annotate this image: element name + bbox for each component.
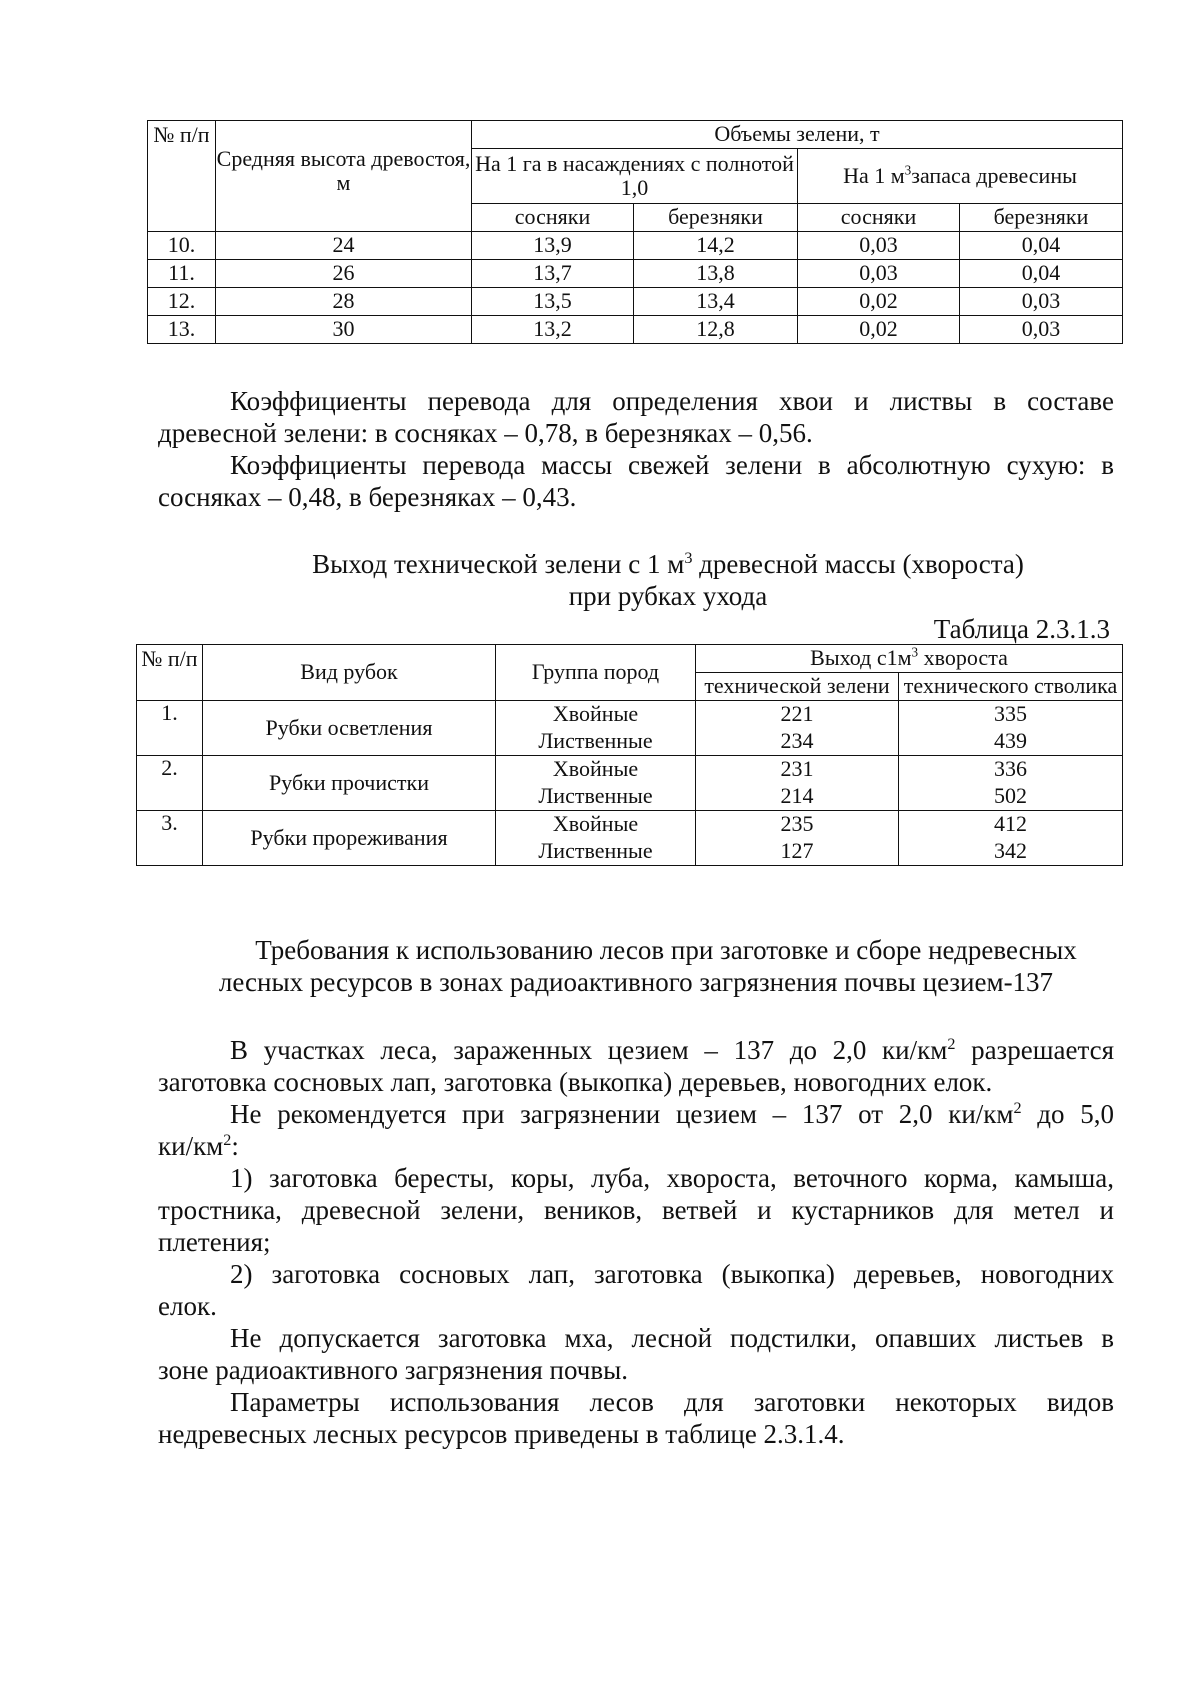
header-kind: Вид рубок — [203, 645, 496, 701]
cell: 11. — [148, 260, 216, 288]
cell: 0,02 — [798, 316, 960, 344]
cell: 13,4 — [634, 288, 798, 316]
cell: 12,8 — [634, 316, 798, 344]
cell: 336 — [899, 756, 1123, 784]
cell: 30 — [216, 316, 472, 344]
cell: 0,04 — [960, 232, 1123, 260]
radiation-requirements-text: В участках леса, зараженных цезием – 137 до 2,0 $ки/км^2$ разрешается заготовка сосновых лап, заготовка (выкопка) деревьев, новогодних елок. Не рекомендуется при загрязнении цезием – 137 от 2,0 $ки/км^2$ до 5,0 $ки/км^2$: 1) заготовка бересты, коры, луба, хвороста, веточного корма, камыша, тростника, древесной зелени, веников, ветвей и кустарников для метел и плетения; 2) заготовка сосновых лап, заготовка (выкопка) деревьев, новогодних елок. Не допускается заготовка мха, лесной подстилки, опавших листьев в зоне радиоактивного загрязнения почвы. Параметры использования лесов для заготовки некоторых видов недревесных лесных ресурсов приведены в таблице 2.3.1.4. — [158, 1035, 1115, 1449]
cell: 1. — [137, 701, 203, 756]
cell: Лиственные — [496, 838, 696, 866]
subheader-pine: сосняки — [472, 204, 634, 232]
cell: 214 — [696, 783, 899, 811]
header-group: Группа пород — [496, 645, 696, 701]
header-tech-green: технической зелени — [696, 673, 899, 701]
table-row — [137, 701, 1123, 729]
cell: 13,9 — [472, 232, 634, 260]
cell: Рубки осветления — [203, 701, 496, 756]
section-heading-radiation: Требования к использованию лесов при заготовке и сборе недревесных лесных ресурсов в зонах радиоактивного загрязнения почвы цезием-137 — [218, 935, 1077, 997]
header-per-ha: На 1 га в насаждениях с полнотой 1,0 — [472, 149, 798, 204]
header-height: Средняя высота древостоя, м — [216, 121, 472, 232]
cell: 0,03 — [798, 260, 960, 288]
cell: Хвойные — [496, 811, 696, 839]
subheader-birch: березняки — [634, 204, 798, 232]
subheader-pine: сосняки — [798, 204, 960, 232]
table-row — [148, 260, 1123, 288]
cell: 0,04 — [960, 260, 1123, 288]
table-row — [137, 756, 1123, 784]
cell: 12. — [148, 288, 216, 316]
cell: Рубки прочистки — [203, 756, 496, 811]
cell: 335 — [899, 701, 1123, 729]
cell: Лиственные — [496, 783, 696, 811]
header-volumes: Объемы зелени, т — [472, 121, 1123, 149]
table-row — [137, 811, 1123, 839]
table-row — [148, 288, 1123, 316]
cell: 3. — [137, 811, 203, 866]
cell: 502 — [899, 783, 1123, 811]
table-row — [148, 232, 1123, 260]
cell: 0,03 — [960, 316, 1123, 344]
cell: 231 — [696, 756, 899, 784]
cell: 412 — [899, 811, 1123, 839]
header-num: № п/п — [137, 645, 203, 701]
section-heading-yield: Выход технической зелени с 1 $м^3$ древесной массы (хвороста) при рубках ухода — [312, 549, 1024, 611]
subheader-birch: березняки — [960, 204, 1123, 232]
cell: 0,03 — [960, 288, 1123, 316]
coefficients-paragraph: Коэффициенты перевода для определения хвои и листвы в составе древесной зелени: в сосняках – 0,78, в березняках – 0,56. Коэффициенты перевода массы свежей зелени в абсолютную сухую: в сосняках – 0,48, в березняках – 0,43. — [158, 386, 1114, 512]
green-volume-table — [147, 120, 1123, 344]
cell: 10. — [148, 232, 216, 260]
cell: 439 — [899, 728, 1123, 756]
header-per-m3: На 1 $м^3запаса$ древесины — [798, 149, 1123, 204]
header-yield: Выход $с1м^3$ хвороста — [696, 645, 1123, 673]
cell: 0,03 — [798, 232, 960, 260]
cell: 13,7 — [472, 260, 634, 288]
cell: 13,5 — [472, 288, 634, 316]
header-tech-stem: технического стволика — [899, 673, 1123, 701]
cell: 26 — [216, 260, 472, 288]
cell: 0,02 — [798, 288, 960, 316]
cell: Хвойные — [496, 756, 696, 784]
cell: 2. — [137, 756, 203, 811]
technical-green-yield-table — [136, 644, 1123, 866]
table-row — [148, 316, 1123, 344]
cell: Лиственные — [496, 728, 696, 756]
cell: 235 — [696, 811, 899, 839]
cell: Рубки прореживания — [203, 811, 496, 866]
cell: 13,8 — [634, 260, 798, 288]
cell: 28 — [216, 288, 472, 316]
cell: 221 — [696, 701, 899, 729]
header-num: № п/п — [148, 121, 216, 232]
cell: 234 — [696, 728, 899, 756]
cell: 13,2 — [472, 316, 634, 344]
cell: 24 — [216, 232, 472, 260]
table-label: Таблица 2.3.1.3 — [933, 614, 1110, 644]
cell: 127 — [696, 838, 899, 866]
cell: 13. — [148, 316, 216, 344]
cell: 14,2 — [634, 232, 798, 260]
cell: Хвойные — [496, 701, 696, 729]
cell: 342 — [899, 838, 1123, 866]
